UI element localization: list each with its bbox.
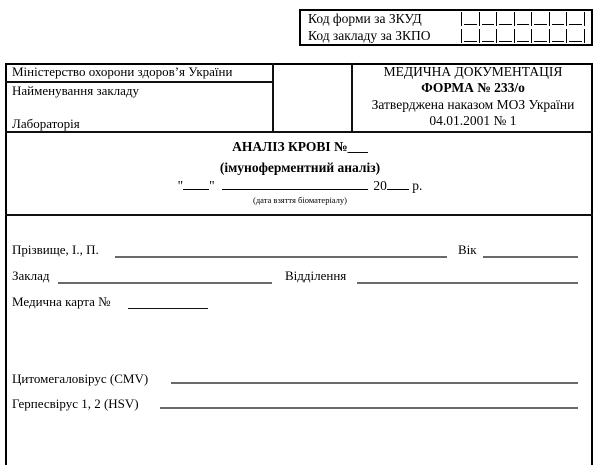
code-cell[interactable]: [549, 12, 567, 26]
institution-field[interactable]: [58, 282, 272, 284]
sample-month-field[interactable]: [222, 177, 368, 190]
age-label: Вік: [458, 242, 477, 257]
institution-label: Заклад: [12, 268, 50, 283]
approval-date: 04.01.2001 № 1: [429, 113, 517, 128]
title-block: [5, 139, 595, 206]
age-field[interactable]: [483, 256, 578, 258]
hsv-label: Герпесвірус 1, 2 (HSV): [12, 396, 139, 411]
form-code-label: Код форми за ЗКУД: [308, 11, 422, 26]
header-divider-left: [272, 63, 274, 132]
cmv-label: Цитомегаловірус (CMV): [12, 371, 149, 386]
code-cell[interactable]: [461, 29, 479, 43]
year-unit: р.: [412, 178, 423, 193]
ministry-name: Міністерство охорони здоров’я України: [12, 64, 233, 79]
institution-code-cells[interactable]: [461, 29, 585, 43]
header-bottom-divider: [5, 131, 593, 133]
code-cell[interactable]: [566, 12, 584, 26]
code-cell[interactable]: [549, 29, 567, 43]
full-name-field[interactable]: [115, 256, 447, 258]
sample-date-line: [5, 177, 595, 194]
institution-name-label: Найменування закладу: [12, 83, 140, 98]
full-name-label: Прізвище, І., П.: [12, 242, 99, 257]
date-caption: (дата взяття біоматеріалу): [253, 195, 347, 205]
code-cell[interactable]: [531, 29, 549, 43]
page-title: АНАЛІЗ КРОВІ №___: [232, 139, 368, 154]
medical-card-field[interactable]: [128, 308, 208, 309]
cmv-result-field[interactable]: [171, 382, 578, 384]
sample-day-field[interactable]: [183, 177, 209, 190]
code-cell[interactable]: [461, 12, 479, 26]
hsv-result-field[interactable]: [160, 407, 578, 409]
code-cell[interactable]: [531, 12, 549, 26]
date-open-quote: ": [177, 178, 184, 193]
document-type: МЕДИЧНА ДОКУМЕНТАЦІЯ: [383, 64, 563, 79]
department-label: Відділення: [285, 268, 347, 283]
code-cell[interactable]: [496, 29, 514, 43]
institution-code-label: Код закладу за ЗКПО: [308, 28, 431, 43]
laboratory-label: Лабораторія: [12, 116, 80, 131]
code-cell[interactable]: [514, 29, 532, 43]
code-cell[interactable]: [566, 29, 584, 43]
code-cell[interactable]: [514, 12, 532, 26]
form-info-block: [353, 64, 593, 129]
form-code-cells[interactable]: [461, 12, 585, 26]
title-bottom-divider: [5, 214, 593, 216]
department-field[interactable]: [357, 282, 578, 284]
code-cell[interactable]: [496, 12, 514, 26]
sample-year-field[interactable]: [387, 177, 409, 190]
medical-card-label: Медична карта №: [12, 294, 111, 309]
form-number: ФОРМА № 233/о: [421, 80, 525, 95]
code-cell[interactable]: [479, 29, 497, 43]
approved-by: Затверджена наказом МОЗ України: [371, 97, 575, 112]
page-subtitle: (імуноферментний аналіз): [219, 160, 381, 175]
code-cell[interactable]: [479, 12, 497, 26]
year-prefix: 20: [373, 178, 387, 193]
date-close-quote: ": [209, 178, 215, 193]
